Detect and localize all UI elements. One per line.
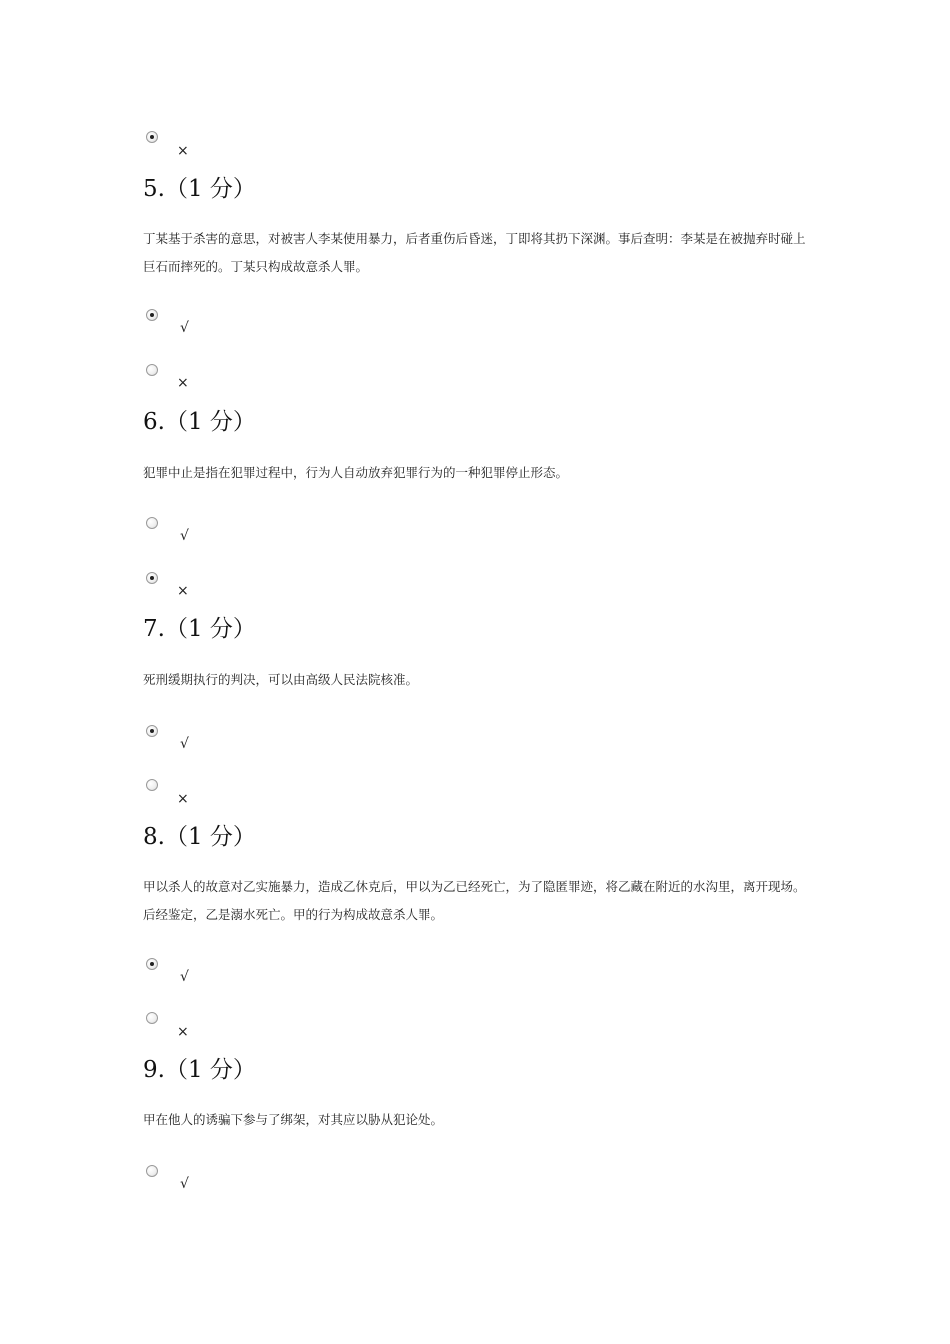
q6-text: 犯罪中止是指在犯罪过程中，行为人自动放弃犯罪行为的一种犯罪停止形态。: [143, 465, 569, 480]
q4-false-label: ×: [177, 143, 189, 159]
q9-true-radio[interactable]: [146, 1165, 158, 1177]
q9-heading: 9.（1 分）: [143, 1057, 256, 1083]
q8-false-radio[interactable]: [146, 1012, 158, 1024]
q8-false-label: ×: [177, 1024, 189, 1040]
q7-true-radio[interactable]: [146, 725, 158, 737]
q5-true-label: √: [180, 320, 189, 336]
q5-false-label: ×: [177, 375, 189, 391]
q6-false-radio[interactable]: [146, 572, 158, 584]
q7-text: 死刑缓期执行的判决，可以由高级人民法院核准。: [143, 672, 419, 687]
q8-true-label: √: [180, 969, 189, 985]
q6-heading: 6.（1 分）: [143, 409, 256, 435]
q6-true-radio[interactable]: [146, 517, 158, 529]
q7-true-label: √: [180, 736, 189, 752]
q5-false-radio[interactable]: [146, 364, 158, 376]
q5-true-radio[interactable]: [146, 309, 158, 321]
q6-false-label: ×: [177, 583, 189, 599]
q8-true-radio[interactable]: [146, 958, 158, 970]
q4-false-radio[interactable]: [146, 131, 158, 143]
q9-true-label: √: [180, 1176, 189, 1192]
q7-false-radio[interactable]: [146, 779, 158, 791]
q5-heading: 5.（1 分）: [143, 176, 256, 202]
q8-text: 甲以杀人的故意对乙实施暴力，造成乙休克后，甲以为乙已经死亡，为了隐匿罪迹，将乙藏在附近的水沟里，离开现场。后经鉴定，乙是溺水死亡。甲的行为构成故意杀人罪。: [143, 879, 806, 922]
q9-text: 甲在他人的诱骗下参与了绑架，对其应以胁从犯论处。: [143, 1112, 444, 1127]
q7-heading: 7.（1 分）: [143, 616, 256, 642]
q5-text: 丁某基于杀害的意思，对被害人李某使用暴力，后者重伤后昏迷，丁即将其扔下深渊。事后查明：李某是在被抛弃时碰上巨石而摔死的。丁某只构成故意杀人罪。: [143, 231, 806, 274]
q7-false-label: ×: [177, 791, 189, 807]
q6-true-label: √: [180, 528, 189, 544]
q8-heading: 8.（1 分）: [143, 824, 256, 850]
